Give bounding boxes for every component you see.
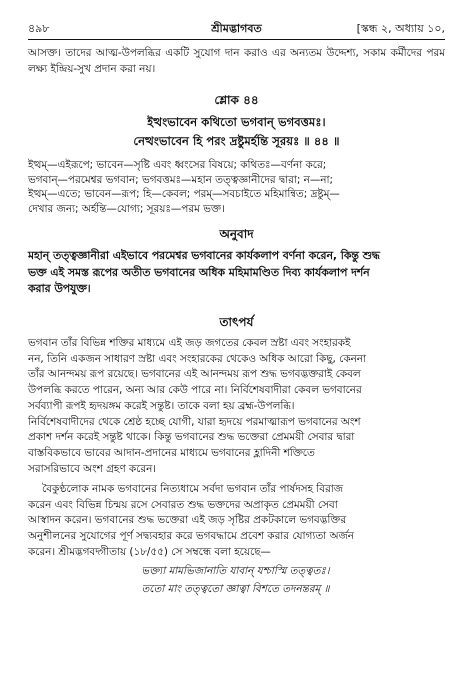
intro-paragraph: আসক্ত। তাদের আত্ম-উপলব্ধির একটি সুযোগ দান করাও এর অন্যতম উদ্দেশ্য, সকাম কর্মীদের পরম লক্ষ্য ইন্দ্রিয়-সুখ প্রদান করা নয়। bbox=[28, 47, 445, 75]
synonyms-line: ইত্থম্—এইরূপে; ভাবেন—সৃষ্টি এবং ধ্বংসের বিষয়ে; কথিতঃ—বর্ণনা করে; bbox=[28, 159, 327, 171]
purport-line: উপলব্ধি করতে পারেন, অন্য আর কেউ পারে না। নির্বিশেষবাদীরা কেবল ভগবানের bbox=[28, 384, 362, 397]
purport-line: প্রকাশ দর্শন করেই সন্তুষ্ট থাকে। কিন্তু ভগবানের শুদ্ধ ভক্তেরা প্রেমময়ী সেবার দ্বারা bbox=[28, 431, 355, 444]
synonyms-line: ভগবান্—পরমেশ্বর ভগবান; ভগবত্তমঃ—মহান তত্ত্বজ্ঞানীদের দ্বারা; ন—না; bbox=[28, 173, 333, 186]
synonyms-line: দেখার জন্য; অর্হন্তি—যোগ্য; সূরয়ঃ—পরম ভক্ত। bbox=[28, 202, 225, 215]
verse-line-1: ইত্থংভাবেন কথিতো ভগবান্ ভগবত্তমঃ। bbox=[147, 115, 326, 129]
purport-paragraph-1 bbox=[28, 336, 445, 477]
page-header bbox=[28, 20, 445, 38]
translation-heading: অনুবাদ bbox=[219, 227, 254, 241]
translation-line: ভক্ত এই সমস্ত রূপের অতীত ভগবানের অধিক মহিমামণ্ডিত দিব্য কার্যকলাপ দর্শন bbox=[28, 265, 370, 279]
purport-line: অনুশীলনের সুযোগের পূর্ণ সদ্ব্যবহার করে ভগবদ্ধামে প্রবেশ করার যোগ্যতা অর্জন bbox=[28, 530, 354, 543]
purport-heading: তাৎপর্য bbox=[219, 315, 254, 329]
header-divider bbox=[28, 39, 445, 40]
canto-chapter-label: [স্কন্ধ ২, অধ্যায় ১০, bbox=[356, 22, 445, 35]
citation-line-2: ততো মাং তত্ত্বতো জ্ঞাত্বা বিশতে তদনন্তরম্ ॥ bbox=[141, 583, 330, 595]
purport-line: আস্বাদন করেন। ভগবানের শুদ্ধ ভক্তেরা এই জড় সৃষ্টির প্রকটকালে ভগবদ্ভক্তির bbox=[28, 514, 347, 527]
verse-heading: শ্লোক ৪৪ bbox=[214, 93, 259, 107]
purport-line: তাঁর আনন্দময় রূপ রয়েছে। ভগবানের এই আনন্দময় রূপ শুদ্ধ ভগবদ্ভক্তরাই কেবল bbox=[28, 368, 361, 381]
page-number: ৪৯৮ bbox=[28, 22, 50, 35]
purport-line: বাস্তবিকভাবে ভাবের আদান-প্রদানের মাধ্যমে ভগবানের হ্লাদিনী শক্তিতে bbox=[28, 446, 315, 459]
translation-text bbox=[28, 248, 445, 298]
citation-line-1: ভক্ত্যা মামভিজানাতি যাবান্ যশ্চাস্মি তত্ত্বতঃ। bbox=[141, 565, 330, 577]
synonyms-line: ইত্থম্—এতে; ভাবেন—রূপ; হি—কেবল; পরম্—সবচাইতে মহিমান্বিত; দ্রষ্টুম্— bbox=[28, 188, 340, 200]
purport-line: নির্বিশেষবাদীদের থেকে শ্রেষ্ঠ হচ্ছে যোগী, যারা হৃদয়ে পরমাত্মারূপ ভগবানের অংশ bbox=[28, 415, 361, 428]
purport-line: করেন। শ্রীমদ্ভগবদ্গীতায় (১৮/৫৫) সে সম্বন্ধে বলা হয়েছে— bbox=[28, 545, 271, 558]
purport-line: ভগবান তাঁর বিভিন্ন শক্তির মাধ্যমে এই জড় জগতের কেবল স্রষ্টা এবং সংহারকই bbox=[28, 337, 351, 349]
purport-line: সরাসরিভাবে অংশ গ্রহণ করেন। bbox=[28, 462, 156, 475]
purport-line: নন, তিনি একজন সাধারণ স্রষ্টা এবং সংহারকের থেকেও অধিক আরো কিছু, কেননা bbox=[28, 352, 367, 365]
synonyms-block bbox=[28, 158, 445, 216]
book-title: শ্রীমদ্ভাগবত bbox=[211, 22, 262, 35]
purport-paragraph-2 bbox=[28, 482, 445, 561]
purport-line: করেন এবং বিভিন্ন চিন্ময় রসে সেবারত শুদ্ধ ভক্তদের অপ্রাকৃত প্রেমময়ী সেবা bbox=[28, 498, 338, 511]
purport-line: সর্বব্যাপী রূপই হৃদয়ঙ্গম করেই সন্তুষ্ট। তাকে বলা হয় ব্রহ্ম-উপলব্ধি। bbox=[28, 399, 295, 412]
translation-line: করার উপযুক্ত। bbox=[28, 282, 91, 295]
verse-line-2: নেত্থংভাবেন হি পরং দ্রষ্টুমর্হন্তি সূরয়ঃ ॥ ৪৪ ॥ bbox=[133, 134, 340, 148]
purport-line: বৈকুণ্ঠলোক নামক ভগবানের নিত্যধামে সর্বদা ভগবান তাঁর পার্ষদসহ বিরাজ bbox=[42, 483, 344, 495]
translation-line: মহান্ তত্ত্বজ্ঞানীরা এইভাবে পরমেশ্বর ভগবানের কার্যকলাপ বর্ণনা করেন, কিন্তু শুদ্ধ bbox=[28, 249, 380, 262]
